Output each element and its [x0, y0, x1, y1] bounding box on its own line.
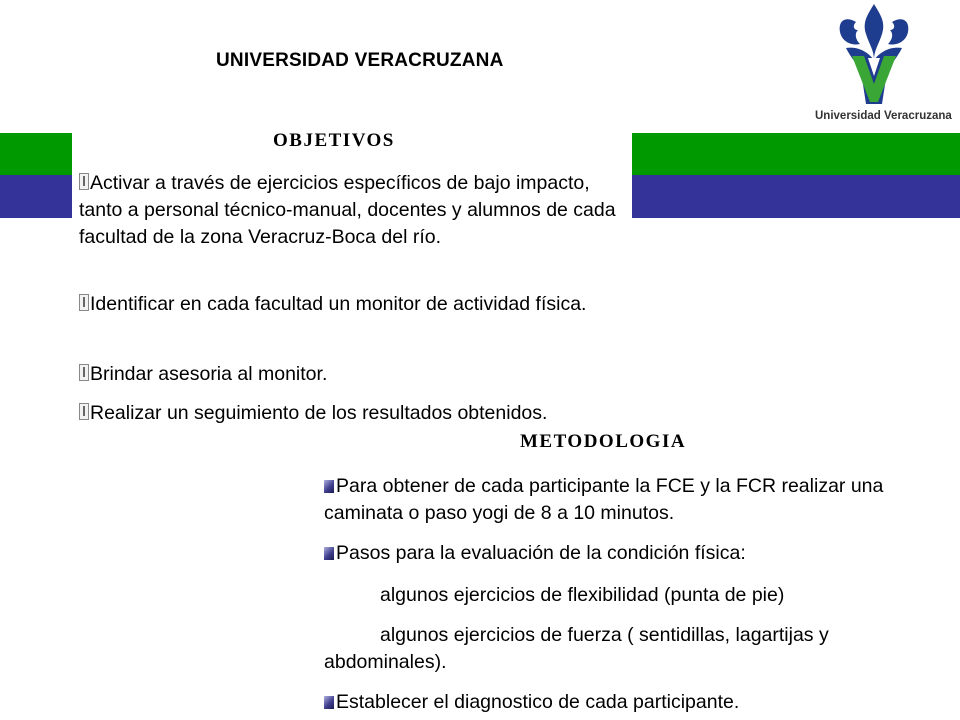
- green-band-right: [632, 133, 960, 175]
- bullet-icon: [324, 696, 334, 709]
- metodologia-item: Para obtener de cada participante la FCE y la FCR realizar una caminata o paso yogi de 8 a 10 minutos.: [324, 475, 884, 524]
- objetivos-heading: OBJETIVOS: [273, 130, 395, 151]
- objetivo-item: Identificar en cada facultad un monitor de actividad física.: [79, 291, 624, 318]
- metodologia-subitem: algunos ejercicios de fuerza ( sentidillas, lagartijas y abdominales).: [324, 624, 829, 673]
- green-band-left: [0, 133, 72, 175]
- university-title: UNIVERSIDAD VERACRUZANA: [216, 50, 504, 71]
- objetivo-item: Brindar asesoria al monitor.: [79, 361, 624, 388]
- metodologia-heading: METODOLOGIA: [520, 431, 687, 452]
- bullet-icon: [79, 294, 89, 311]
- logo-text: Universidad Veracruzana: [815, 110, 952, 122]
- metodologia-subitem: algunos ejercicios de flexibilidad (punta de pie): [380, 584, 785, 606]
- bullet-icon: [324, 547, 334, 560]
- bullet-icon: [324, 480, 334, 493]
- objetivo-item: Activar a través de ejercicios específicos de bajo impacto, tanto a personal técnico-manual, docentes y alumnos de cada facultad de la zona Veracruz-Boca del río.: [79, 172, 616, 248]
- metodologia-item: Establecer el diagnostico de cada participante.: [324, 689, 924, 716]
- blue-band-right: [632, 175, 960, 218]
- bullet-icon: [79, 364, 89, 381]
- metodologia-item: Pasos para la evaluación de la condición física:: [324, 540, 924, 567]
- blue-band-left: [0, 175, 72, 218]
- objetivo-item: Realizar un seguimiento de los resultados obtenidos.: [79, 400, 624, 427]
- bullet-icon: [79, 403, 89, 420]
- bullet-icon: [79, 173, 89, 190]
